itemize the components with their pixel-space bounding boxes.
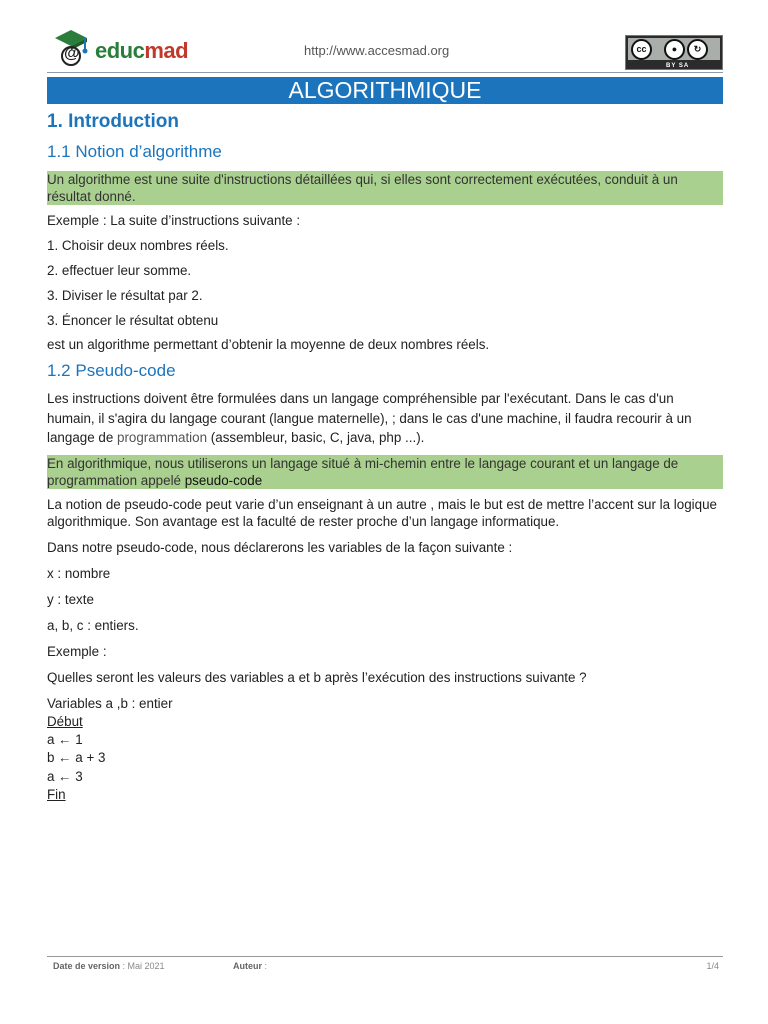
- code-begin: Début: [47, 713, 83, 729]
- cc-by-sa-label: BY SA: [666, 63, 690, 69]
- list-item: 1. Choisir deux nombres réels.: [47, 238, 229, 253]
- variable-declaration: a, b, c : entiers.: [47, 617, 139, 633]
- page-number: 1/4: [706, 961, 719, 971]
- page-title-banner: ALGORITHMIQUE: [47, 77, 723, 104]
- author-info: [233, 961, 267, 971]
- pseudocode-term: pseudo-code: [184, 472, 263, 488]
- pseudocode-paragraph-3: Dans notre pseudo-code, nous déclarerons les variables de la façon suivante :: [47, 539, 513, 555]
- pseudocode-highlight: [47, 455, 723, 489]
- algorithm-code-block: [47, 695, 723, 805]
- version-info: [53, 961, 165, 971]
- cc-icon: cc: [631, 39, 652, 60]
- subsection-heading-notion: 1.1 Notion d’algorithme: [47, 142, 222, 161]
- example-conclusion: est un algorithme permettant d’obtenir la moyenne de deux nombres réels.: [47, 337, 490, 352]
- logo-edu: educ: [95, 38, 145, 63]
- author-value: :: [262, 961, 268, 971]
- pseudocode-paragraph-2: La notion de pseudo-code peut varie d’un enseignant à un autre , mais le but est de mettre l’accent sur la logique algorithmique. Son avantage est la faculté de rester proche d’un langage informatique.: [47, 496, 717, 529]
- educmad-logo[interactable]: [51, 28, 201, 70]
- definition-highlight: Un algorithme est une suite d'instructions détaillées qui, si elles sont correctement exécutées, conduit à un résultat donné.: [47, 171, 723, 205]
- version-label: Date de version: [53, 961, 121, 971]
- author-label: Auteur: [233, 961, 262, 971]
- variable-declaration: y : texte: [47, 591, 94, 607]
- variable-declaration: x : nombre: [47, 565, 111, 581]
- code-line: a ← 1: [47, 732, 83, 748]
- page-header: [47, 26, 723, 74]
- code-end: Fin: [47, 786, 66, 802]
- share-alike-icon: ↻: [687, 39, 708, 60]
- main-content: [47, 110, 723, 804]
- paragraph-text: Les instructions doivent être formulées dans un langage compréhensible par l'exécutant. Dans le cas d'un humain, il s'agira du langage courant (langue maternelle), ; dans le cas d'une machine, il faudra recourir à un langage de: [47, 391, 692, 445]
- version-value: : Mai 2021: [120, 961, 165, 971]
- code-declaration: Variables a ,b : entier: [47, 695, 173, 711]
- header-divider: [47, 72, 723, 73]
- logo-mad: mad: [144, 38, 189, 63]
- logo-at: @: [64, 45, 80, 62]
- site-url[interactable]: http://www.accesmad.org: [304, 43, 450, 58]
- footer-divider: [47, 956, 723, 957]
- list-item: 3. Énoncer le résultat obtenu: [47, 313, 219, 328]
- programmation-link[interactable]: programmation: [117, 430, 208, 445]
- example-question: Quelles seront les valeurs des variables a et b après l’exécution des instructions suivante ?: [47, 669, 587, 685]
- cc-license-badge[interactable]: [625, 35, 723, 70]
- person-icon: ●: [664, 39, 685, 60]
- logo-wordmark: [95, 38, 188, 64]
- paragraph-text: (assembleur, basic, C, java, php ...).: [207, 430, 425, 445]
- page-footer: [53, 961, 719, 971]
- highlight-text: En algorithmique, nous utiliserons un langage situé à mi-chemin entre le langage courant et un langage de programmation appelé: [47, 455, 679, 488]
- pseudocode-paragraph-1: [47, 389, 723, 448]
- section-heading: 1. Introduction: [47, 111, 179, 132]
- example-intro: Exemple : La suite d’instructions suivante :: [47, 213, 301, 228]
- list-item: 2. effectuer leur somme.: [47, 263, 192, 278]
- subsection-heading-pseudocode: 1.2 Pseudo-code: [47, 361, 176, 380]
- code-line: b ← a + 3: [47, 750, 106, 766]
- code-line: a ← 3: [47, 768, 83, 784]
- example-label: Exemple :: [47, 643, 107, 659]
- list-item: 3. Diviser le résultat par 2.: [47, 288, 203, 303]
